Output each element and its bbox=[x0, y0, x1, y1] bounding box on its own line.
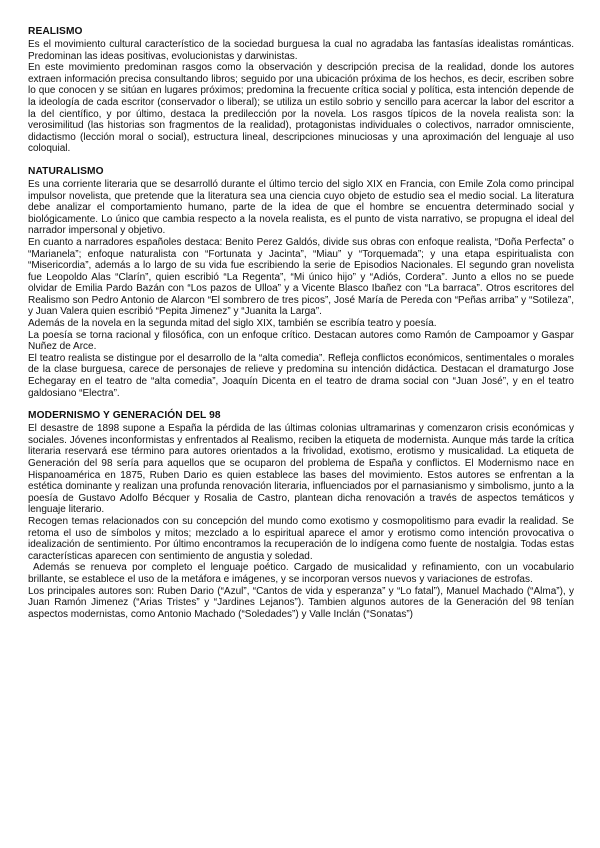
section-realismo bbox=[28, 26, 574, 155]
paragraph: Es una corriente literaria que se desarrolló durante el último tercio del siglo XIX en Francia, con Emile Zola como principal impulsor novelista, que pretende que la literatura sea una ciencia cuyo objeto de estudio sea el medio social. La literatura debe analizar el comportamiento humano, parte de la idea de que el hombre se encuentra determinado social y biológicamente. Lo único que cambia respecto a la novela realista, es el punto de vista narrativo, se propugna el ideal del narrador impersonal y objetivo. bbox=[28, 178, 574, 237]
section-modernismo bbox=[28, 410, 574, 620]
paragraph: El desastre de 1898 supone a España la pérdida de las últimas colonias ultramarinas y comenzaron crisis económicas y sociales. Jóvenes inconformistas y enfrentados al Realismo, reciben la etiqueta de modernista. Aunque más tarde la crítica literaria reservará ese término para autores orientados a la frivolidad, exotismo, erotismo y musicalidad. La etiqueta de Generación del 98 sería para aquellos que se ocuparon del problema de España y conflictos. El Modernismo nace en Hispanoamérica en 1875, Ruben Dario es quien establece las bases del movimiento. Estos autores se enfrentan a la estética dominante y realizan una profunda renovación literaria, influenciados por el parnasianismo y simbolismo, junto a la poesía de Gustavo Adolfo Bécquer y Rosalia de Castro, plantean dicha renovación a través de aspectos temáticos y lenguaje literario. bbox=[28, 423, 574, 516]
paragraph: En este movimiento predominan rasgos como la observación y descripción precisa de la realidad, donde los autores extraen información precisa consultando libros; seguido por una ubicación próxima de los hechos, es decir, escriben sobre lo que conocen y se sitúan en lugares próximos; predomina la frecuente crítica social y política, esta intención depende de la ideología de cada escritor (conservador o liberal); se utiliza un estilo sobrio y sencillo para acercar la labor del escritor a la del científico, y por último, destaca la predilección por la novela. Los rasgos típicos de la novela realista son: la verosimilitud (las historias son fragmentos de la realidad), protagonistas individuales o colectivos, narrador omnisciente, didactismo (lección moral o social), estructura lineal, descripciones minuciosas y una aproximación del lenguaje al uso coloquial. bbox=[28, 62, 574, 155]
paragraph: Recogen temas relacionados con su concepción del mundo como exotismo y cosmopolitismo para evadir la realidad. Se retoma el uso de símbolos y mitos; mezclado a lo espiritual aparece el amor y erotismo como intención provocativa o idealización de sentimiento. Por último encontramos la recuperación de lo indígena como fuente de nostalgia. Todas estas características aparecen con sentimiento de angustia y soledad. bbox=[28, 515, 574, 562]
document-page bbox=[28, 26, 574, 620]
section-naturalismo bbox=[28, 166, 574, 399]
section-title: REALISMO bbox=[28, 26, 83, 37]
paragraph: Los principales autores son: Ruben Dario (“Azul”, “Cantos de vida y esperanza” y “Lo fatal”), Manuel Machado (“Alma”), y Juan Ramón Jimenez (“Arias Tristes” y “Jardines Lejanos”). Tambien algunos autores de la Generación del 98 tenían aspectos modernistas, como Antonio Machado (“Soledades”) y Valle Inclán (“Sonatas”) bbox=[28, 585, 574, 620]
section-title: NATURALISMO bbox=[28, 165, 104, 177]
paragraph: La poesía se torna racional y filosófica, con un enfoque crítico. Destacan autores como Ramón de Campoamor y Gaspar Nuñez de Arce. bbox=[28, 329, 574, 353]
paragraph: En cuanto a narradores españoles destaca: Benito Perez Galdós, divide sus obras con enfoque realista, “Doña Perfecta” o “Marianela”; enfoque naturalista con “Fortunata y Jacinta”, “Miau” y “Torquemada”; y una etapa espiritualista con “Misericordia”, además a lo largo de su vida fue escribiendo la serie de Episodios Nacionales. El segundo gran novelista fue Leopoldo Alas “Clarín”, quien escribió “La Regenta”, “Mi único hijo” y “Adiós, Cordera”. Junto a ellos no se puede olvidar de Emilia Pardo Bazán con “Los pazos de Ulloa” y a Vicente Blasco Ibañez con “La barraca”. Otros escritores del Realismo son Pedro Antonio de Alarcon “El sombrero de tres picos”, José María de Pereda con “Peñas arriba” y “Sotileza”, y Juan Valera quien escribió “Pepita Jimenez” y “Juanita la Larga”. bbox=[28, 236, 574, 318]
paragraph: Además se renueva por completo el lenguaje poético. Cargado de musicalidad y refinamiento, con un vocabulario brillante, se establece el uso de la metáfora e imágenes, y se incorporan versos nuevos y variaciones de estrofas. bbox=[28, 562, 574, 585]
paragraph: El teatro realista se distingue por el desarrollo de la “alta comedia”. Refleja conflictos económicos, sentimentales o morales de la clase burguesa, carece de personajes de relieve y predomina su intención didáctica. Destacan el dramaturgo Jose Echegaray en el teatro de “alta comedia”, Joaquín Dicenta en el teatro de drama social con “Juan José”, y en el teatro galdosiano “Electra”. bbox=[28, 352, 574, 399]
paragraph: Es el movimiento cultural característico de la sociedad burguesa la cual no agradaba las fantasías idealistas románticas. Predominan las ideas positivas, evolucionistas y darwinistas. bbox=[28, 39, 574, 62]
section-title: MODERNISMO Y GENERACIÓN DEL 98 bbox=[28, 410, 221, 422]
paragraph: Además de la novela en la segunda mitad del siglo XIX, también se escribía teatro y poesía. bbox=[28, 318, 437, 330]
